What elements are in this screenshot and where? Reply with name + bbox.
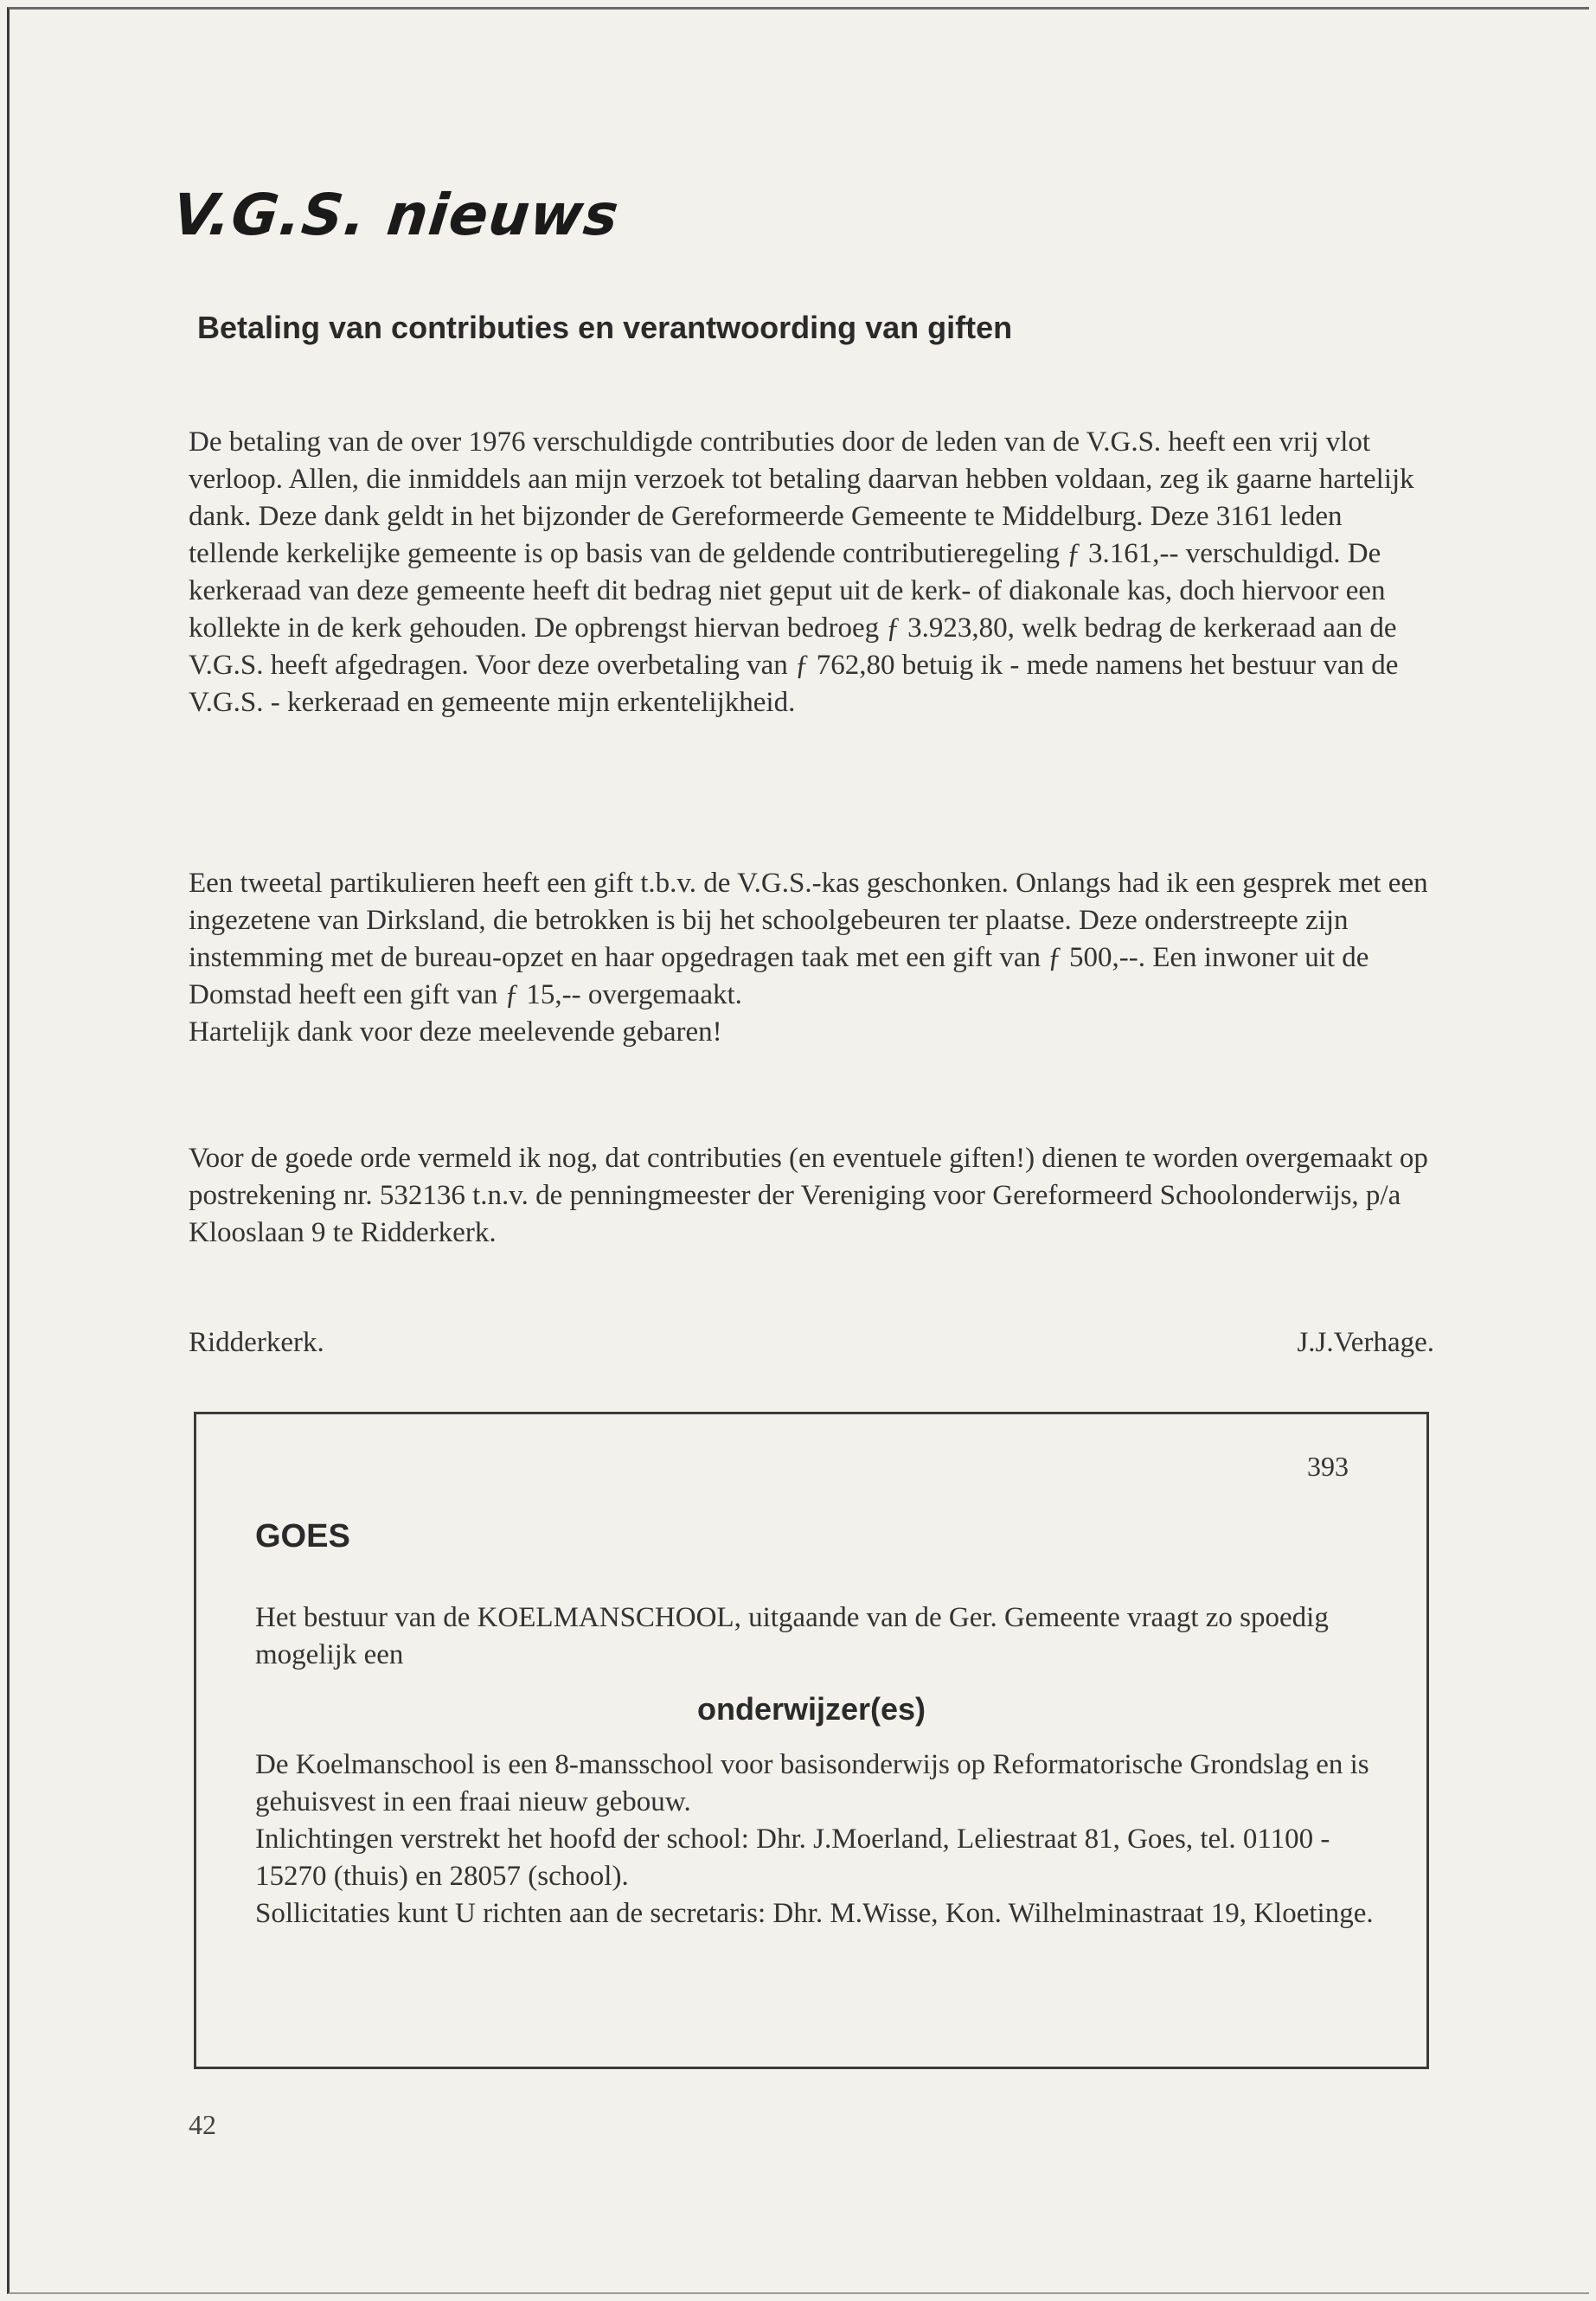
article-paragraph-2 — [189, 865, 1434, 1051]
signature-name: J.J.Verhage. — [1297, 1327, 1434, 1358]
paragraph-text: De betaling van de over 1976 verschuldigde contributies door de leden van de V.G.S. heeft een vrij vlot verloop. Allen, die inmiddels aan mijn verzoek tot betaling daarvan hebben voldaan, zeg ik gaarne hartelijk dank. Deze dank geldt in het bijzonder de Gereformeerde Gemeente te Middelburg. Deze 3161 leden tellende kerkelijke gemeente is op basis van de geldende contributieregeling ƒ 3.161,-- verschuldigd. De kerkeraad van deze gemeente heeft dit bedrag niet geput uit de kerk- of diakonale kas, doch hiervoor een kollekte in de kerk gehouden. De opbrengst hiervan bedroeg ƒ 3.923,80, welk bedrag de kerkeraad aan de V.G.S. heeft afgedragen. Voor deze overbetaling van ƒ 762,80 betuig ik - mede namens het bestuur van de V.G.S. - kerkeraad en gemeente mijn erkentelijkheid. — [189, 426, 1414, 718]
page-number: 42 — [189, 2109, 216, 2140]
paragraph-text: Een tweetal partikulieren heeft een gift t.b.v. de V.G.S.-kas geschonken. Onlangs had ik een gesprek met een ingezetene van Dirksland, die betrokken is bij het schoolgebeuren ter plaatse. Deze onderstreepte zijn instemming met de bureau-opzet en haar opgedragen taak met een gift van ƒ 500,--. Een inwoner uit de Domstad heeft een gift van ƒ 15,-- overgemaakt. — [189, 868, 1428, 1010]
signature-line — [189, 1327, 1434, 1359]
signature-place: Ridderkerk. — [189, 1327, 324, 1358]
ad-position-title: onderwijzer(es) — [696, 1691, 926, 1727]
ad-number: 393 — [1307, 1451, 1349, 1482]
ad-heading: GOES — [255, 1518, 350, 1554]
article-title: Betaling van contributies en verantwoording van giften — [197, 310, 1013, 345]
ad-details — [255, 1747, 1397, 1932]
paragraph-text: Voor de goede orde vermeld ik nog, dat contributies (en eventuele giften!) dienen te worden overgemaakt op postrekening nr. 532136 t.n.v. de penningmeester der Vereniging voor Gereformeerd Schoolonderwijs, p/a Klooslaan 9 te Ridderkerk. — [189, 1143, 1428, 1248]
article-paragraph-1 — [189, 424, 1434, 721]
ad-detail-line: Inlichtingen verstrekt het hoofd der school: Dhr. J.Moerland, Leliestraat 81, Goes, tel. 01100 - 15270 (thuis) en 28057 (school). — [255, 1823, 1330, 1892]
masthead-title: V.G.S. nieuws — [169, 182, 623, 248]
advertisement-box — [194, 1412, 1429, 2069]
paragraph-text: Hartelijk dank voor deze meelevende gebaren! — [189, 1016, 722, 1048]
ad-intro: Het bestuur van de KOELMANSCHOOL, uitgaande van de Ger. Gemeente vraagt zo spoedig mogelijk een — [255, 1602, 1329, 1670]
ad-detail-line: Sollicitaties kunt U richten aan de secretaris: Dhr. M.Wisse, Kon. Wilhelminastraat 19, Kloetinge. — [255, 1898, 1374, 1929]
ad-detail-line: De Koelmanschool is een 8-mansschool voor basisonderwijs op Reformatorische Grondslag en is gehuisvest in een fraai nieuw gebouw. — [255, 1749, 1369, 1817]
article-paragraph-3 — [189, 1140, 1434, 1252]
